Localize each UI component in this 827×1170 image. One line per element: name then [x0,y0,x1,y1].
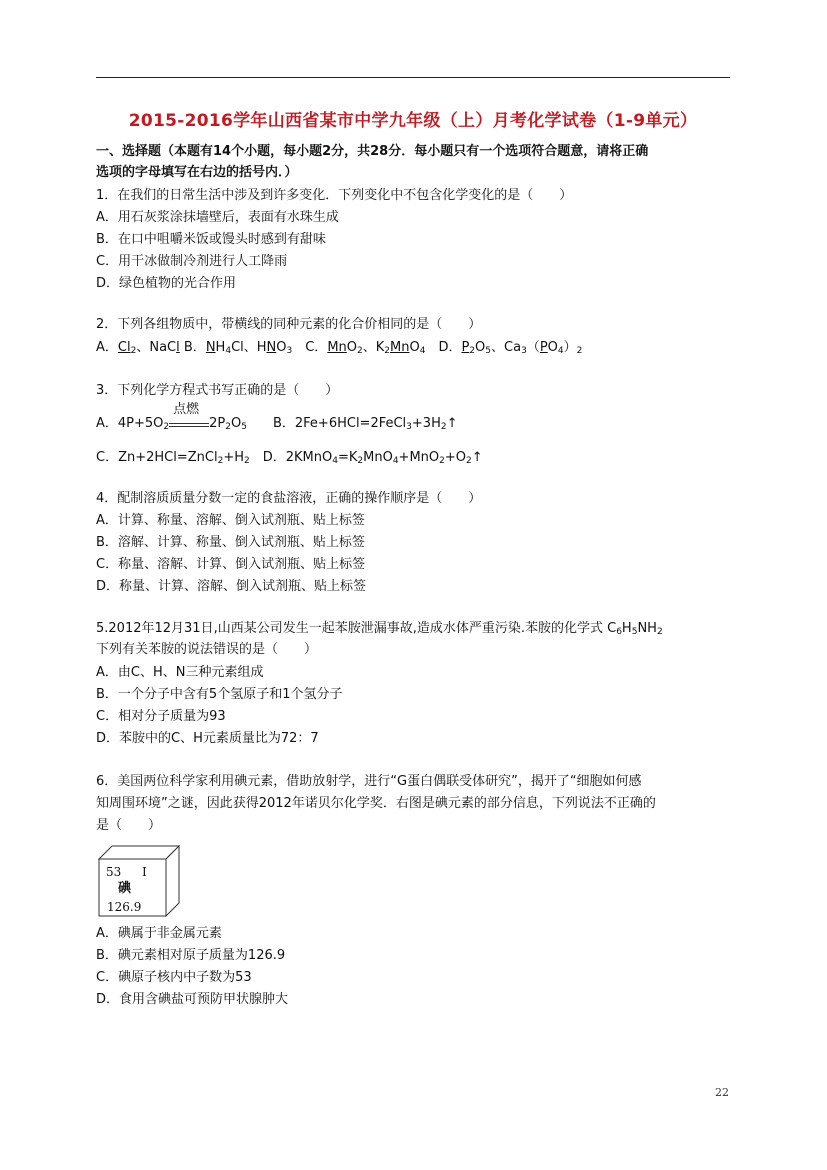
q1-option-a: A．用石灰浆涂抹墙壁后，表面有水珠生成 [96,210,339,225]
q5-stem-cont: 下列有关苯胺的说法错误的是（ ） [96,642,318,657]
q5-stem-text: 5.2012年12月31日,山西某公司发生一起苯胺泄漏事故,造成水体严重污染.苯胺的化学式 [96,621,603,636]
q6-option-d: D．食用含碘盐可预防甲状腺肿大 [96,992,289,1007]
q3-stem: 3．下列化学方程式书写正确的是（ ） [96,383,339,398]
q1-option-c: C．用干冰做制冷剂进行人工降雨 [96,254,288,269]
section-heading: 一、选择题（本题有14个小题，每小题2分，共28分．每小题只有一个选项符合题意，请将正确 [96,144,649,159]
iodine-element-card [98,845,180,917]
element-name: 碘 [118,881,132,896]
section-heading-cont: 选项的字母填写在右边的括号内．） [96,165,298,180]
q6-option-b: B．碘元素相对原子质量为126.9 [96,948,286,963]
atomic-mass: 126.9 [107,900,142,914]
ignite-label: 点燃 [173,402,200,417]
q1-stem: 1．在我们的日常生活中涉及到许多变化．下列变化中不包含化学变化的是（ ） [96,188,573,203]
element-symbol: I [142,865,147,879]
q6-option-a: A．碘属于非金属元素 [96,926,222,941]
q4-option-d: D．称量、计算、溶解、倒入试剂瓶、贴上标签 [96,579,367,594]
q1-option-b: B．在口中咀嚼米饭或馒头时感到有甜味 [96,232,326,247]
q4-stem: 4．配制溶质质量分数一定的食盐溶液，正确的操作顺序是（ ） [96,491,482,506]
q4-option-b: B．溶解、计算、称量、倒入试剂瓶、贴上标签 [96,535,365,550]
q3-options-ab: A．$4P+5O_2$ 点燃 $2P_2O_5$ B．$2Fe+6HCl=2FeCl_3+3H_2↑$ [96,402,458,432]
q6-stem-cont: 知周围环境”之谜，因此获得2012年诺贝尔化学奖．右图是碘元素的部分信息，下列说法不正确的 [96,796,656,811]
header-rule [96,77,730,78]
q5-option-c: C．相对分子质量为93 [96,709,226,724]
q6-stem-end: 是（ ） [96,818,162,833]
element-card-figure [98,845,180,917]
atomic-number: 53 [106,865,122,879]
q6-stem: 6．美国两位科学家利用碘元素，借助放射学，进行“G蛋白偶联受体研究”，揭开了“细胞如何感 [96,774,642,789]
ignite-condition [169,402,209,434]
q2-options: A．$Cl_2$、NaCl B．$NH_4Cl$、$HNO_3$ C．MnO$_2$、$K_2MnO_4$ D．$P_2O_5$、$Ca_3(PO_4)_2$ [96,340,583,356]
q1-option-d: D．绿色植物的光合作用 [96,276,237,291]
exam-title: 2015-2016学年山西省某市中学九年级（上）月考化学试卷（1-9单元） [128,111,698,131]
page-number: 22 [715,1086,729,1099]
q4-option-a: A．计算、称量、溶解、倒入试剂瓶、贴上标签 [96,513,365,528]
q5-option-d: D．苯胺中的C、H元素质量比为72：7 [96,731,319,746]
q5-option-b: B．一个分子中含有5个氢原子和1个氢分子 [96,687,343,702]
q4-option-c: C．称量、溶解、计算、倒入试剂瓶、贴上标签 [96,557,366,572]
q2-stem: 2．下列各组物质中，带横线的同种元素的化合价相同的是（ ） [96,317,482,332]
q6-option-c: C．碘原子核内中子数为53 [96,970,252,985]
q3-options-cd: C．$Zn+2HCl=ZnCl_2+H_2$ D．$2KMnO_4=K_2MnO_4+MnO_2+O_2↑$ [96,450,483,466]
q5-option-a: A．由C、H、N三种元素组成 [96,665,264,680]
q5-stem: 5.2012年12月31日,山西某公司发生一起苯胺泄漏事故,造成水体严重污染.苯胺的化学式 $C_6H_5NH_2$ [96,621,663,637]
